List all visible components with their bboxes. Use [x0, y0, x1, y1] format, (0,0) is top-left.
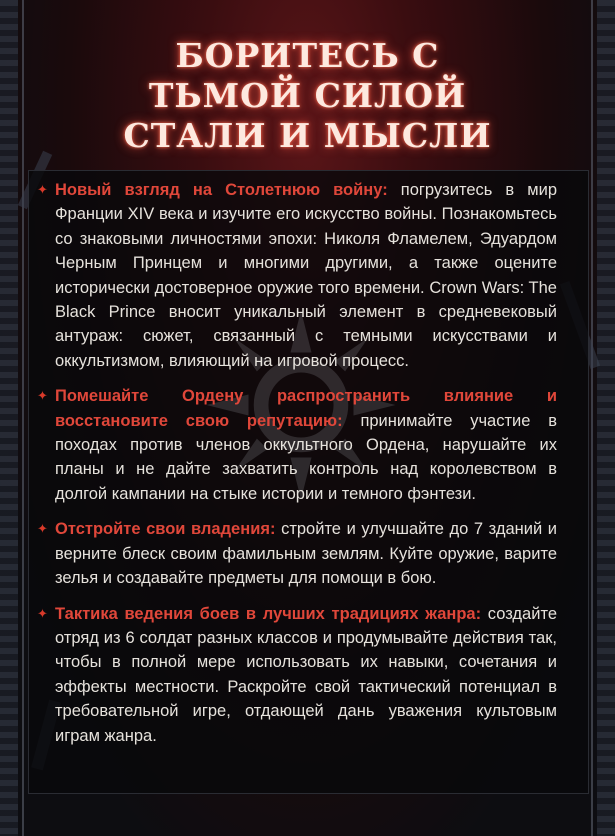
diamond-sparkle-icon: ✦	[37, 521, 48, 537]
features-list	[32, 178, 557, 759]
title-line: БОРИТЕСЬ С	[175, 36, 440, 75]
feature-item	[32, 384, 557, 506]
feature-text: принимайте участие в походах против членов оккультного Ордена, нарушайте их планы и не дайте захватить контроль над королевством в долгой кампании на стыке истории и темного фэнтези.	[55, 411, 557, 503]
feature-item	[32, 602, 557, 748]
diamond-sparkle-icon: ✦	[37, 388, 48, 404]
title-line: СТАЛИ И МЫСЛИ	[123, 116, 492, 155]
page-title	[0, 36, 615, 156]
feature-text: создайте отряд из 6 солдат разных классов и продумывайте действия так, чтобы в полной мере использовать их навыки, сочетания и эффекты местности. Раскройте свой тактический потенциал в требовательной игре, отдающей дань уважения культовым играм жанра.	[55, 604, 557, 745]
title-line: ТЬМОЙ СИЛОЙ	[148, 76, 467, 115]
feature-heading: Тактика ведения боев в лучших традициях жанра:	[55, 604, 482, 623]
feature-item	[32, 178, 557, 373]
feature-item	[32, 517, 557, 590]
feature-heading: Помешайте Ордену распространить влияние и восстановите свою репутацию:	[55, 387, 557, 430]
diamond-sparkle-icon: ✦	[37, 182, 48, 197]
feature-heading: Отстройте свои владения:	[55, 520, 276, 539]
feature-heading: Новый взгляд на Столетнюю войну:	[55, 181, 388, 199]
feature-text: стройте и улучшайте до 7 зданий и верните блеск своим фамильным землям. Куйте оружие, варите зелья и создавайте предметы для помощи в бою.	[55, 520, 557, 588]
diamond-sparkle-icon: ✦	[37, 605, 48, 621]
feature-text: погрузитесь в мир Франции XIV века и изучите его искусство войны. Познакомьтесь со знаковыми личностями эпохи: Николя Фламелем, Эдуардом Черным Принцем и многими другими, а также оцените исторически достоверное оружие того времени. Crown Wars: The Black Prince вносит уникальный элемент в средневековый антураж: сюжет, связанный с темными искусствами и оккультизмом, влияющий на игровой процесс.	[55, 181, 558, 370]
